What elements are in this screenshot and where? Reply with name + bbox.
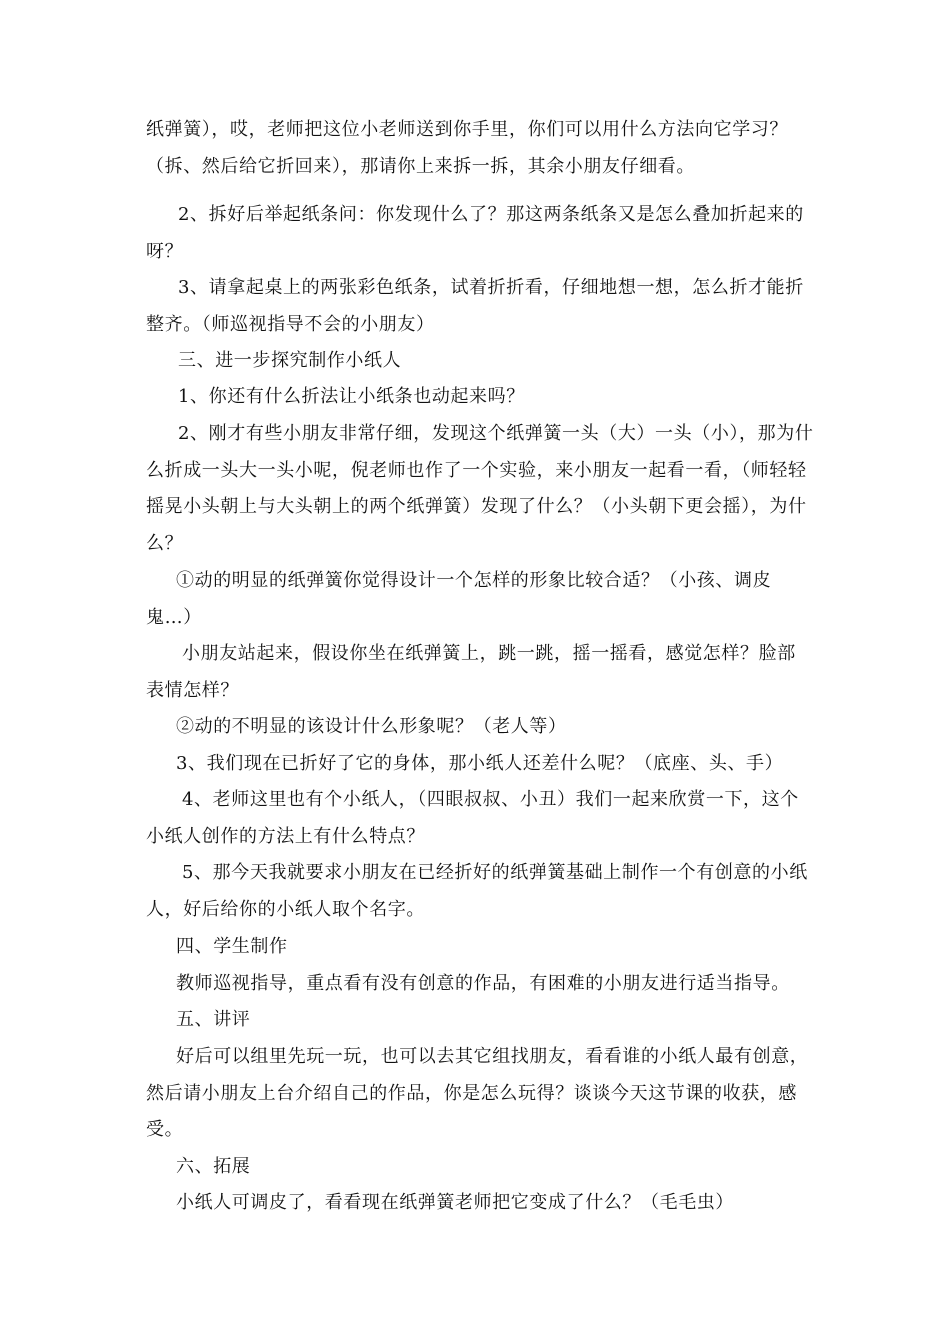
paragraph-point-2: ②动的不明显的该设计什么形象呢？（老人等） <box>176 716 567 737</box>
section-heading-4: 四、学生制作 <box>176 936 288 957</box>
paragraph-3-3: 3、我们现在已折好了它的身体，那小纸人还差什么呢？（底座、头、手） <box>176 753 784 774</box>
paragraph-kids-stand: 小朋友站起来，假设你坐在纸弹簧上，跳一跳，摇一摇看，感觉怎样？脸部表情怎样？ <box>146 643 796 701</box>
paragraph-6-1: 小纸人可调皮了，看看现在纸弹簧老师把它变成了什么？（毛毛虫） <box>176 1192 734 1213</box>
paragraph-3-5: 5、那今天我就要求小朋友在已经折好的纸弹簧基础上制作一个有创意的小纸人，好后给你的小纸人取个名字。 <box>146 862 808 920</box>
paragraph-point-1: ①动的明显的纸弹簧你觉得设计一个怎样的形象比较合适？（小孩、调皮鬼…） <box>146 570 772 628</box>
paragraph-3-1: 1、你还有什么折法让小纸条也动起来吗？ <box>178 386 525 407</box>
paragraph-3-4: 4、老师这里也有个小纸人，（四眼叔叔、小丑）我们一起来欣赏一下，这个小纸人创作的方法上有什么特点？ <box>146 789 799 847</box>
paragraph-3-2: 2、刚才有些小朋友非常仔细，发现这个纸弹簧一头（大）一头（小），那为什么折成一头大一头小呢，倪老师也作了一个实验，来小朋友一起看一看，（师轻轻摇晃小头朝上与大头朝上的两个纸弹簧）发现了什么？（小头朝下更会摇），为什么？ <box>146 423 814 554</box>
section-heading-3: 三、进一步探究制作小纸人 <box>178 350 402 371</box>
paragraph-4-1: 教师巡视指导，重点看有没有创意的作品，有困难的小朋友进行适当指导。 <box>176 973 790 994</box>
paragraph-step-3: 3、请拿起桌上的两张彩色纸条，试着折折看，仔细地想一想，怎么折才能折整齐。（师巡视指导不会的小朋友） <box>146 277 804 335</box>
section-heading-6: 六、拓展 <box>176 1156 251 1177</box>
paragraph-intro: 纸弹簧），哎，老师把这位小老师送到你手里，你们可以用什么方法向它学习？（拆、然后给它折回来），那请你上来拆一拆，其余小朋友仔细看。 <box>146 119 788 177</box>
paragraph-step-2: 2、拆好后举起纸条问：你发现什么了？那这两条纸条又是怎么叠加折起来的呀？ <box>146 204 804 262</box>
section-heading-5: 五、讲评 <box>176 1009 251 1030</box>
paragraph-5-1: 好后可以组里先玩一玩，也可以去其它组找朋友，看看谁的小纸人最有创意，然后请小朋友上台介绍自己的作品，你是怎么玩得？谈谈今天这节课的收获，感受。 <box>146 1046 809 1140</box>
